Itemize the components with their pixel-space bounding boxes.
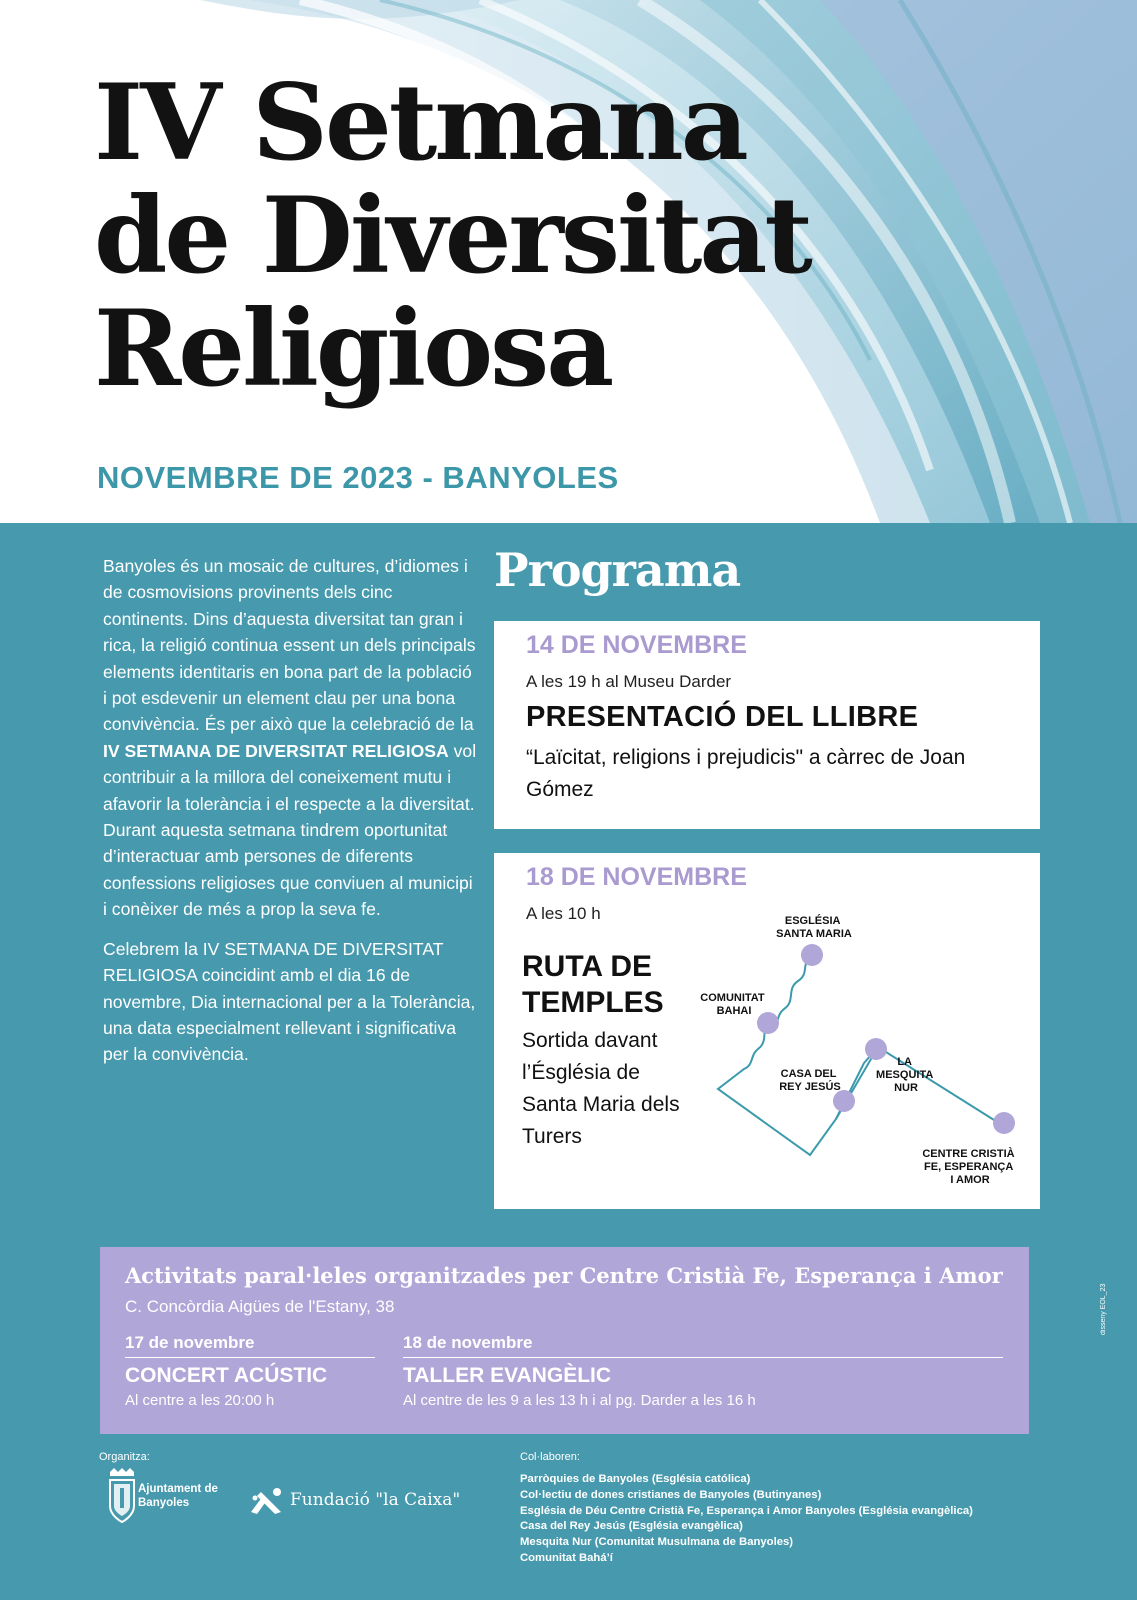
stop-label-santa-maria: ESGLÉSIA SANTA MARIA	[776, 915, 852, 940]
title-line: IV Setmana	[94, 60, 746, 184]
title-line: de Diversitat	[94, 173, 810, 297]
title-line: Religiosa	[94, 286, 612, 410]
route-stop-marker	[833, 1090, 855, 1112]
event-card-book	[494, 621, 1040, 829]
heading-line: TEMPLES	[522, 986, 664, 1019]
heading-line: RUTA DE	[522, 950, 652, 983]
parallel-item	[125, 1333, 375, 1409]
header-area	[0, 0, 1137, 523]
parallel-date: 17 de novembre	[125, 1333, 375, 1358]
intro-text	[103, 553, 478, 1081]
intro-paragraph: Celebrem la IV SETMANA DE DIVERSITAT RELIGIOSA coincidint amb el dia 16 de novembre, Dia internacional per a la Tolerància, una data especialment rellevant i significativa per la convivència.	[103, 938, 476, 1065]
event-description: “Laïcitat, religions i prejudicis" a càrrec de Joan Gómez	[526, 746, 966, 801]
poster-title	[94, 60, 810, 410]
event-card-route	[494, 853, 1040, 1209]
parallel-title: Activitats paral·leles organitzades per Centre Cristià Fe, Esperança i Amor	[125, 1263, 1003, 1288]
parallel-date: 18 de novembre	[403, 1333, 1003, 1358]
collaborator-item: Parròquies de Banyoles (Església católica)	[520, 1473, 751, 1485]
parallel-activity: TALLER EVANGÈLIC	[403, 1364, 612, 1387]
event-heading: PRESENTACIÓ DEL LLIBRE	[526, 701, 919, 733]
collaborators-list	[520, 1472, 973, 1567]
intro-text-part: vol contribuir a la millora del coneixement mutu i afavorir la tolerància i el respecte a la diversitat. Durant aquesta setmana tindrem oportunitat d’interactuar amb persones de diferents confessions religioses que conviuen al municipi i conèixer de més a prop la seva fe.	[103, 740, 477, 920]
stop-label-mesquita: LA MESQUITA NUR	[876, 1056, 933, 1094]
route-stop-marker	[757, 1012, 779, 1034]
design-credit: disseny EOL_23	[1100, 1283, 1107, 1335]
collaborator-item: Comunitat Bahá’í	[520, 1551, 613, 1564]
collaboren-label: Col·laboren:	[520, 1451, 580, 1463]
intro-highlight: IV SETMANA DE DIVERSITAT RELIGIOSA	[103, 740, 449, 761]
parallel-address: C. Concòrdia Aigües de l'Estany, 38	[125, 1297, 395, 1316]
collaborator-item: Casa del Rey Jesús (Església evangèlica)	[520, 1520, 743, 1533]
collaborator-item: Mesquita Nur (Comunitat Musulmana de Banyoles)	[520, 1536, 794, 1549]
collaborator-item: Església de Déu Centre Cristià Fe, Esperança i Amor Banyoles (Església evangèlica)	[520, 1504, 973, 1517]
route-stop-marker	[865, 1038, 887, 1060]
parallel-activities-box	[100, 1247, 1029, 1434]
intro-text-part: Banyoles és un mosaic de cultures, d’idiomes i de cosmovisions provinents dels cinc continents. Dins d’aquesta diversitat tan gran i rica, la religió continua essent un dels principals elements identitaris en bona part de la població i pot esdevenir un element clau per una bona convivència. És per això que la celebració de la	[103, 556, 476, 735]
poster-subtitle: NOVEMBRE DE 2023 - BANYOLES	[97, 460, 619, 495]
event-heading	[522, 949, 664, 1021]
program-title: Programa	[494, 543, 741, 597]
event-time: A les 19 h al Museu Darder	[526, 672, 732, 691]
event-date: 18 DE NOVEMBRE	[526, 863, 747, 891]
event-date: 14 DE NOVEMBRE	[526, 631, 747, 659]
route-map	[674, 893, 1040, 1209]
stop-label-bahai: COMUNITAT BAHAI	[700, 992, 765, 1017]
route-stop-marker	[801, 944, 823, 966]
stop-label-centre-cristia: CENTRE CRISTIÀ FE, ESPERANÇA I AMOR	[922, 1148, 1015, 1186]
organitza-label: Organitza:	[99, 1451, 150, 1463]
event-time: A les 10 h	[526, 904, 601, 923]
parallel-item	[403, 1333, 1003, 1409]
event-description: Sortida davant l’Ésglésia de Santa Maria dels Turers	[522, 1029, 680, 1148]
collaborator-item: Col·lectiu de dones cristianes de Banyoles (Butinyanes)	[520, 1488, 822, 1501]
stop-label-rey-jesus: CASA DEL REY JESÚS	[779, 1068, 841, 1093]
intro-paragraph	[103, 553, 478, 923]
parallel-activity: CONCERT ACÚSTIC	[125, 1364, 328, 1387]
parallel-info: Al centre a les 20:00 h	[125, 1392, 275, 1409]
ajuntament-logo-text: Ajuntament de Banyoles	[138, 1483, 218, 1509]
parallel-info: Al centre de les 9 a les 13 h i al pg. Darder a les 16 h	[403, 1392, 756, 1409]
caixa-star-icon	[247, 1486, 287, 1516]
fundacio-logo-text: Fundació "la Caixa"	[290, 1490, 461, 1510]
route-stop-marker	[993, 1112, 1015, 1134]
